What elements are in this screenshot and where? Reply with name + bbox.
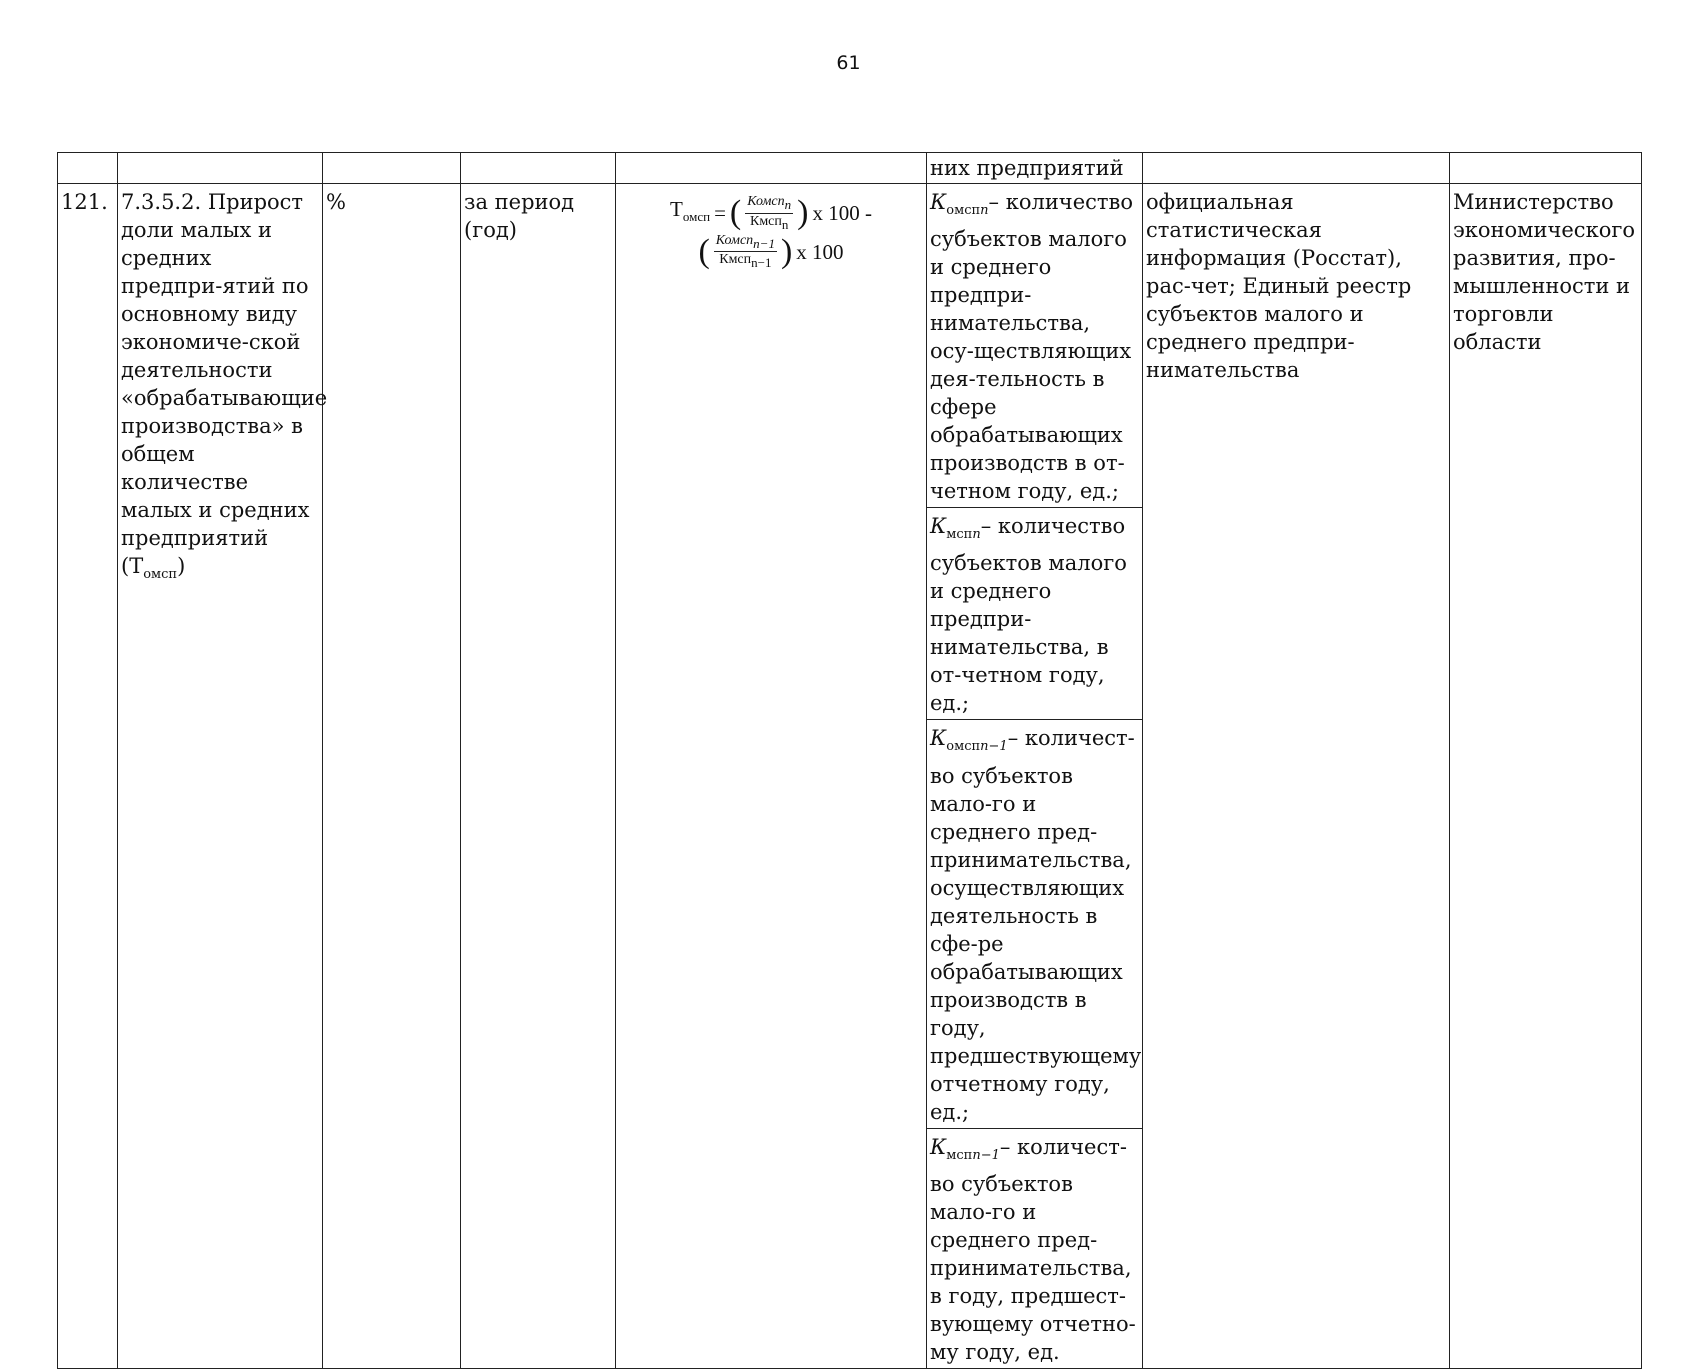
fraction-1-denominator: Кмсп$_n$ — [749, 213, 789, 232]
paren-close-1: ) — [797, 194, 809, 232]
formula-line-1 — [619, 194, 923, 233]
cont-cell-formula — [616, 153, 927, 184]
continuation-row — [58, 153, 1642, 184]
indicator-symbol-sub: омсп — [143, 567, 178, 583]
paren-close-2: ) — [780, 232, 793, 270]
period: за период (год) — [461, 184, 616, 1369]
formula-times-2: x 100 — [796, 239, 844, 264]
fraction-2 — [714, 233, 777, 272]
unit: % — [323, 184, 461, 1369]
formula-times-1: x 100 - — [812, 201, 872, 226]
formula-lhs: $Т_{омсп}$ — [670, 197, 711, 225]
fraction-2-denominator: Кмсп$_{n-1}$ — [719, 252, 772, 271]
paren-open-2: ( — [698, 232, 710, 270]
fraction-1 — [745, 194, 793, 233]
indicator-name — [118, 184, 328, 1369]
cont-cell-source — [1143, 153, 1450, 184]
indicators-table — [57, 152, 1642, 1369]
definition-item: $К_{мспn-1}-$ количест-во субъектов мало-го и среднего пред-принимательства, в году, предшест-вующему отчетно-му году, ед. — [927, 1128, 1142, 1368]
formula-equals: = — [714, 201, 726, 226]
fraction-2-numerator: Комсп$_{n-1}$ — [715, 232, 775, 251]
formula — [616, 184, 927, 1369]
cont-cell-indicator — [118, 153, 323, 184]
definitions — [927, 184, 1143, 1369]
cont-cell-definition: них предприятий — [927, 153, 1143, 184]
formula-line-2 — [619, 233, 923, 272]
cont-cell-number — [58, 153, 118, 184]
definition-item: $К_{омспn-1}-$ количест-во субъектов мало-го и среднего пред-принимательства, осуществляющих деятельность в сфе-ре обрабатывающих производств в году, предшествующему отчетному году, ед.; — [927, 719, 1142, 1127]
cont-cell-unit — [323, 153, 461, 184]
cont-cell-responsible — [1450, 153, 1642, 184]
fraction-1-numerator: Комсп$_n$ — [747, 194, 792, 212]
cont-cell-period — [461, 153, 616, 184]
paren-open-1: ( — [729, 194, 742, 232]
indicator-text: 7.3.5.2. Прирост доли малых и средних предпри-ятий по основному виду экономиче-ской деятельности «обрабатывающие производства» в общем количестве малых и средних предприятий (Т — [121, 190, 328, 578]
table-row — [58, 184, 1642, 1369]
indicator-close: ) — [177, 554, 186, 578]
page-number: 61 — [836, 52, 861, 74]
row-number: 121. — [58, 184, 118, 1369]
data-source: официальная статистическая информация (Росстат), рас-чет; Единый реестр субъектов малого и среднего предпри-нимательства — [1143, 184, 1450, 1369]
formula-block — [619, 188, 923, 271]
definition-item: $К_{омспn}-$ количество субъектов малого и среднего предпри-нимательства, осу-ществляющих дея-тельность в сфере обрабатывающих производств в от-четном году, ед.; — [930, 190, 1133, 504]
responsible-body: Министерство экономического развития, про-мышленности и торговли области — [1450, 184, 1642, 1369]
definition-item: $К_{мспn}-$ количество субъектов малого и среднего предпри-нимательства, в от-четном году, ед.; — [927, 507, 1142, 719]
